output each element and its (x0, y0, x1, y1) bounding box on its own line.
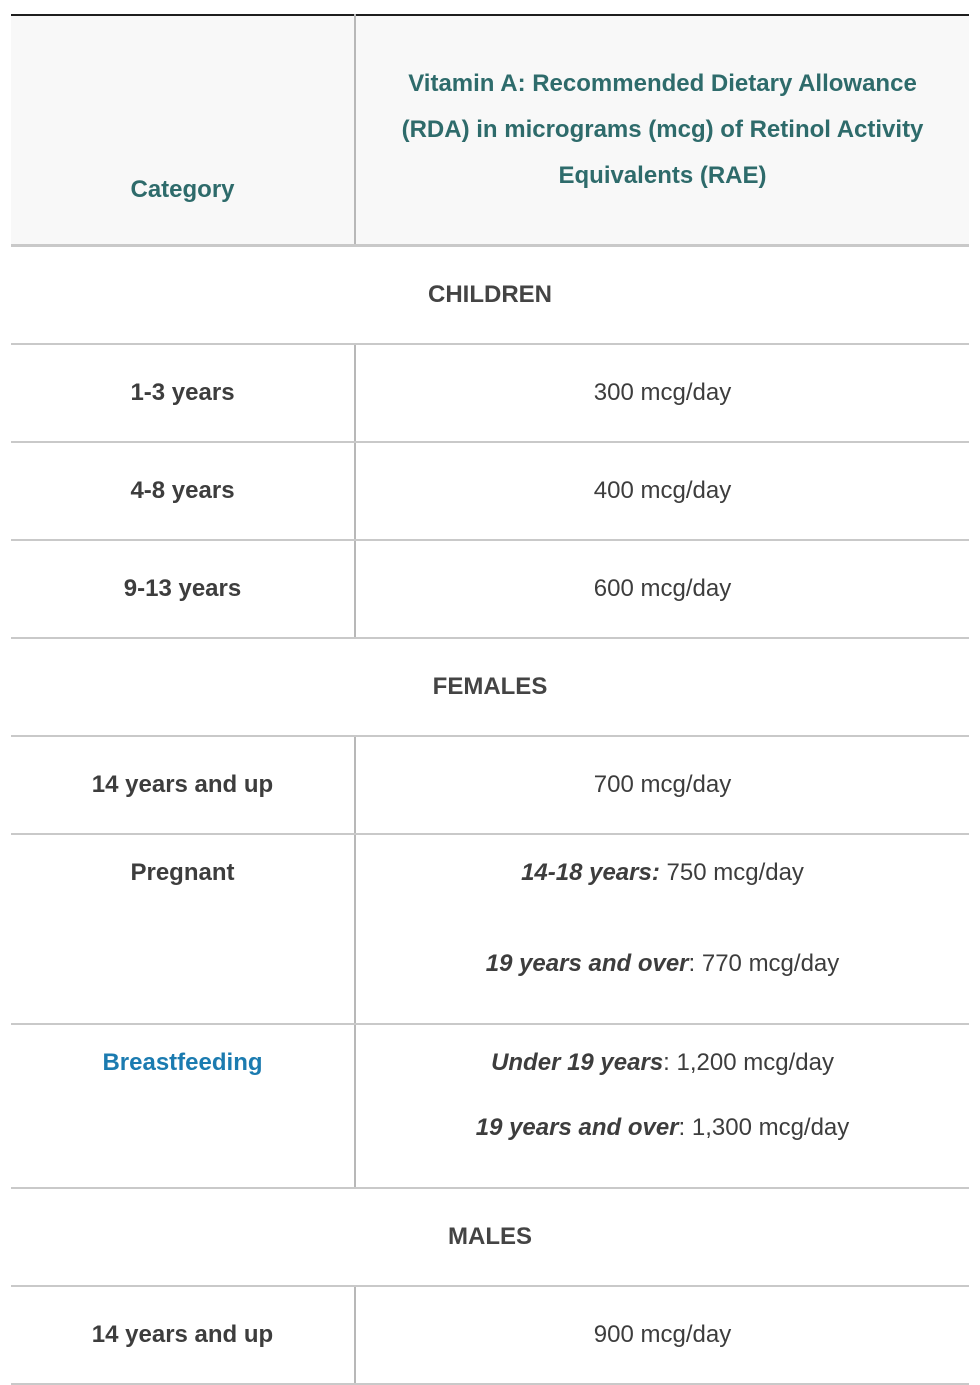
table-row (11, 344, 969, 442)
row-category: 4-8 years (11, 442, 355, 540)
group-label-males: MALES (11, 1188, 969, 1286)
table-row (11, 736, 969, 834)
value-line-amount: 750 mcg/day (659, 859, 804, 886)
value-line (356, 1114, 969, 1142)
row-category: 9-13 years (11, 540, 355, 638)
row-category: Pregnant (11, 834, 355, 1024)
row-value: 700 mcg/day (355, 736, 969, 834)
value-line (356, 859, 969, 887)
value-line (356, 950, 969, 978)
row-category: 14 years and up (11, 736, 355, 834)
row-category: 14 years and up (11, 1286, 355, 1384)
table-row (11, 540, 969, 638)
row-value: 600 mcg/day (355, 540, 969, 638)
row-category: 1-3 years (11, 344, 355, 442)
group-row-children (11, 246, 969, 345)
value-line-label: 19 years and over (485, 950, 689, 977)
group-label-females: FEMALES (11, 638, 969, 736)
table-row-breastfeeding (11, 1024, 969, 1188)
table-row (11, 1286, 969, 1384)
row-value-multi (355, 834, 969, 1024)
row-value: 300 mcg/day (355, 344, 969, 442)
value-line-label: 19 years and over (475, 1114, 679, 1141)
value-line-amount: : 770 mcg/day (688, 950, 840, 977)
group-label-children: CHILDREN (11, 246, 969, 345)
vitamin-a-rda-table (11, 14, 969, 1385)
group-row-males (11, 1188, 969, 1286)
group-row-females (11, 638, 969, 736)
vitamin-a-column-header: Vitamin A: Recommended Dietary Allowance (RDA) in micrograms (mcg) of Retinol Activity Equivalents (RAE) (355, 15, 969, 246)
row-value: 400 mcg/day (355, 442, 969, 540)
value-line-amount: : 1,200 mcg/day (663, 1049, 834, 1076)
row-value: 900 mcg/day (355, 1286, 969, 1384)
table-row (11, 442, 969, 540)
breastfeeding-link[interactable]: Breastfeeding (11, 1024, 355, 1188)
category-column-header: Category (11, 15, 355, 246)
value-line (356, 1049, 969, 1077)
table-row-pregnant (11, 834, 969, 1024)
value-line-amount: : 1,300 mcg/day (678, 1114, 850, 1141)
table-header-row (11, 15, 969, 246)
value-line-label: 14-18 years: (521, 859, 660, 886)
value-line-label: Under 19 years (491, 1049, 664, 1076)
row-value-multi (355, 1024, 969, 1188)
